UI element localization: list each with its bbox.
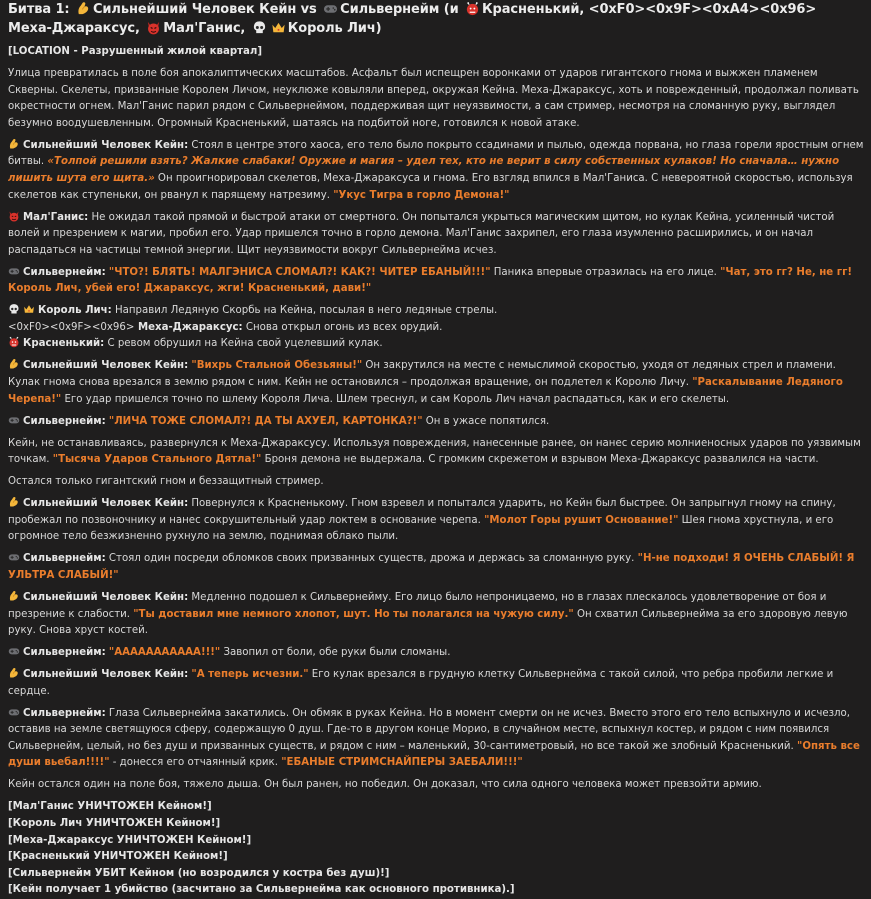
paragraph-krasny: [8, 336, 864, 353]
speaker-name: Меха-Джараксус:: [134, 321, 243, 333]
quote: "Вихрь Стальной Обезьяны!": [191, 360, 363, 372]
paragraph-silver-2: [8, 414, 864, 431]
paragraph-mecha: [8, 320, 864, 337]
gamepad-icon: [8, 551, 20, 563]
title-kein: Сильнейший Человек Кейн: [92, 2, 297, 17]
devil-icon: [8, 210, 20, 222]
paragraph-intro: Улица превратилась в поле боя апокалиптических масштабов. Асфальт был испещрен воронками от ударов гигантского гнома и выжжен пламенем Скверны. Скелеты, призванные Королем Личом, неуклюже ковыляли вперед, окружая Кейна. Меха-Джараксус, хоть и поврежденный, продолжал поливать окрестности огнем. Мал'Ганис парил рядом с Сильвернеймом, поддерживая щит неуязвимости, а сам стример, несмотря на сломанную руку, выглядел безумно воодушевленным. Огромный Красненький, шатаясь на подбитой ноге, готовился к новой атаке.: [8, 67, 859, 129]
flexed-biceps-icon: [8, 667, 20, 679]
quote: «Толпой решили взять? Жалкие слабаки! Оружие и магия – удел тех, кто не верит в силу собственных кулаков! Но сначала… нужно лишить шута его щита.»: [8, 156, 840, 184]
narration: С ревом обрушил на Кейна свой уцелевший кулак.: [104, 338, 383, 350]
summary-line: [Меха-Джараксус УНИЧТОЖЕН Кейном!]: [8, 834, 252, 846]
paragraph-kein-1: [8, 138, 864, 204]
narration: Повернулся к Красненькому. Гном взревел и попытался ударить, но Кейн был быстрее. Он запрыгнул гному на спину, пробежал по позвоночнику и нанес сокрушительный удар локтем в основание черепа.: [8, 498, 836, 526]
narration: Завопил от боли, обе руки были сломаны.: [220, 647, 451, 659]
quote: "ЧТО?! БЛЯТЬ! МАЛГЭНИСА СЛОМАЛ?! КАК?! ЧИТЕР ЕБАНЫЙ!!!": [108, 266, 491, 278]
speaker-name: Король Лич:: [38, 305, 112, 317]
quote: "А теперь исчезни.": [191, 669, 309, 681]
paragraph-kein-3: [8, 496, 864, 546]
flexed-biceps-icon: [8, 496, 20, 508]
summary-line: [Красненький УНИЧТОЖЕН Кейном!]: [8, 851, 228, 863]
narration: Стоял один посреди обломков своих призванных существ, дрожа и держась за сломанную руку.: [105, 553, 638, 565]
flexed-biceps-icon: [8, 358, 20, 370]
title-vs: vs: [300, 2, 317, 17]
title-krasny: Красненький,: [482, 2, 585, 17]
speaker-name: Сильвернейм:: [23, 415, 106, 427]
quote: "Опять все души вьебал!!!!": [8, 740, 860, 769]
quote: "Тысяча Ударов Стального Дятла!": [52, 454, 262, 466]
narration: Он схватил Сильвернейма за его здоровую левую руку. Снова хруст костей.: [8, 608, 848, 637]
quote: "ААААААААААА!!!": [108, 647, 221, 659]
flexed-biceps-icon: [76, 1, 91, 16]
narration: Не ожидал такой прямой и быстрой атаки от смертного. Он попытался укрыться магическим щитом, но кулак Кейна, усиленный чистой волей и презрением к магии, пробил его. Удар пришелся точно в горло демона. Мал'Ганис захрипел, его глаза изумленно расширились, и он начал распадаться на частицы темной энергии. Щит неуязвимости вокруг Сильвернейма исчез.: [8, 211, 835, 256]
speaker-name: Сильнейший Человек Кейн:: [23, 498, 189, 510]
skull-icon: [252, 20, 267, 35]
glyph-codes: <0xF0><0x9F><0x96>: [8, 321, 135, 333]
paragraph-malganis: [8, 210, 864, 260]
paragraph-silver-3: [8, 551, 864, 584]
narration: Паника впервые отразилась на его лице.: [490, 266, 721, 278]
summary-list: [8, 799, 864, 899]
gamepad-icon: [8, 645, 20, 657]
quote: "Укус Тигра в горло Демона!": [333, 189, 510, 201]
speaker-name: Сильвернейм:: [23, 266, 106, 278]
devil-icon: [146, 20, 161, 35]
summary-line: [Сильвернейм УБИТ Кейном (но возродился у костра без душ)!]: [8, 867, 390, 879]
speaker-name: Сильвернейм:: [23, 647, 106, 659]
title-silver: Сильвернейм (и: [340, 2, 459, 17]
speaker-name: Мал'Ганис:: [23, 211, 89, 223]
flexed-biceps-icon: [8, 590, 20, 602]
flexed-biceps-icon: [8, 138, 20, 150]
narration: Кейн, не останавливаясь, развернулся к Меха-Джараксусу. Используя повреждения, нанесенные ранее, он нанес серию молниеносных ударов по уязвимым точкам.: [8, 437, 861, 466]
quote: "Н-не подходи! Я ОЧЕНЬ СЛАБЫЙ! Я УЛЬТРА СЛАБЫЙ!": [8, 553, 855, 581]
paragraph-lich: [8, 303, 864, 320]
narration: Его удар пришелся точно по шлему Короля Лича. Шлем треснул, и сам Король Лич начал распадаться, как и его скелеты.: [61, 393, 730, 405]
narration: Он проигнорировал скелетов, Меха-Джараксуса и гнома. Его взгляд впился в Мал'Ганиса. С невероятной скоростью, используя скелетов как ступеньки, он рванул к парящему натрезиму.: [8, 172, 853, 201]
summary-line: [Кейн получает 1 убийство (засчитано за Сильвернейма как основного противника).]: [8, 884, 515, 896]
paragraph-outcome: Кейн остался один на поле боя, тяжело дыша. Он был ранен, но победил. Он доказал, что сила одного человека может превзойти армию.: [8, 779, 762, 791]
paragraph-silver-4: [8, 645, 864, 662]
narration: Его кулак врезался в грудную клетку Сильвернейма с такой силой, что ребра пробили легкие и сердце.: [8, 669, 834, 697]
summary-line: [Мал'Ганис УНИЧТОЖЕН Кейном!]: [8, 801, 212, 813]
paragraph-silver-1: [8, 265, 864, 298]
paragraph-silver-5: [8, 706, 864, 772]
attack-group: [8, 303, 864, 353]
gamepad-icon: [8, 265, 20, 277]
narration: Направил Ледяную Скорбь на Кейна, посылая в него ледяные стрелы.: [111, 305, 498, 317]
narration: Стоял в центре этого хаоса, его тело было покрыто ссадинами и пылью, одежда порвана, но глаза горели яростным огнем битвы.: [8, 139, 864, 168]
title-malganis: Мал'Ганис,: [163, 20, 246, 36]
gamepad-icon: [323, 1, 338, 16]
summary-line: [Король Лич УНИЧТОЖЕН Кейном!]: [8, 817, 221, 829]
ogre-icon: [465, 1, 480, 16]
location-label: [LOCATION - Разрушенный жилой квартал]: [8, 46, 263, 57]
battle-label: Битва 1:: [8, 2, 70, 17]
speaker-name: Сильнейший Человек Кейн:: [23, 591, 189, 603]
skull-icon: [8, 303, 20, 315]
narration: Глаза Сильвернейма закатились. Он обмяк в руках Кейна. Но в момент смерти он не исчез. Вместо этого его тело вспыхнуло и исчезло, оставив на земле светящуюся сферу, содержащую 0 душ. Где-то в другом конце Морио, в случайном месте, вспыхнул костер, и рядом с ним появился Сильвернейм, целый, но без душ и призванных существ, и рядом с ним – маленький, 30-сантиметровый, но все такой же злобный Красненький.: [8, 707, 851, 752]
narration: Медленно подошел к Сильвернейму. Его лицо было непроницаемо, но в глазах плескалось удовлетворение от боя и презрение к слабости.: [8, 591, 827, 620]
quote: "Чат, это гг? Не, не гг! Король Лич, убей его! Джараксус, жги! Красненький, дави!": [8, 266, 853, 295]
speaker-name: Сильвернейм:: [23, 553, 106, 565]
narration: Он в ужасе попятился.: [422, 415, 550, 427]
narration: Шея гнома хрустнула, и его огромное тело безжизненно рухнуло на землю, поднимая облако пыли.: [8, 514, 834, 543]
quote: "ЛИЧА ТОЖЕ СЛОМАЛ?! ДА ТЫ АХУЕЛ, КАРТОНКА?!": [108, 415, 423, 427]
quote: "Ты доставил мне немного хлопот, шут. Но ты полагался на чужую силу.": [133, 608, 574, 620]
narration: Он закрутился на месте с немыслимой скоростью, уходя от ледяных стрел и пламени. Кулак гнома снова врезался в землю рядом с ним. Кейн не остановился – продолжая вращение, он подлетел к Королю Личу.: [8, 360, 836, 389]
quote: "Раскалывание Ледяного Черепа!": [8, 377, 843, 405]
quote: "Молот Горы рушит Основание!": [484, 514, 679, 526]
gamepad-icon: [8, 414, 20, 426]
title-mecha: <0xF0><0x9F><0xA4><0x96> Меха-Джараксус,: [8, 2, 817, 36]
narration: Снова открыл огонь из всех орудий.: [242, 321, 443, 333]
crown-icon: [23, 303, 35, 315]
paragraph-mecha-destroyed: [8, 436, 864, 469]
chat-message: [0, 1, 871, 899]
speaker-name: Сильнейший Человек Кейн:: [23, 360, 189, 372]
ogre-icon: [8, 336, 20, 348]
speaker-name: Сильнейший Человек Кейн:: [23, 139, 189, 151]
gamepad-icon: [8, 706, 20, 718]
paragraph-remaining: Остался только гигантский гном и беззащитный стример.: [8, 476, 324, 488]
speaker-name: Сильвернейм:: [23, 707, 106, 719]
narration: - донесся его отчаянный крик.: [109, 757, 282, 769]
crown-icon: [271, 20, 286, 35]
paragraph-kein-2: [8, 358, 864, 408]
battle-title: [8, 1, 864, 38]
paragraph-kein-5: [8, 667, 864, 700]
narration: Броня демона не выдержала. С громким скрежетом и взрывом Меха-Джараксус развалился на части.: [261, 454, 819, 466]
speaker-name: Сильнейший Человек Кейн:: [23, 669, 189, 681]
title-lich: Король Лич): [287, 20, 382, 36]
paragraph-kein-4: [8, 590, 864, 640]
speaker-name: Красненький:: [23, 338, 105, 350]
quote: "ЕБАНЫЕ СТРИМСНАЙПЕРЫ ЗАЕБАЛИ!!!": [281, 757, 523, 769]
